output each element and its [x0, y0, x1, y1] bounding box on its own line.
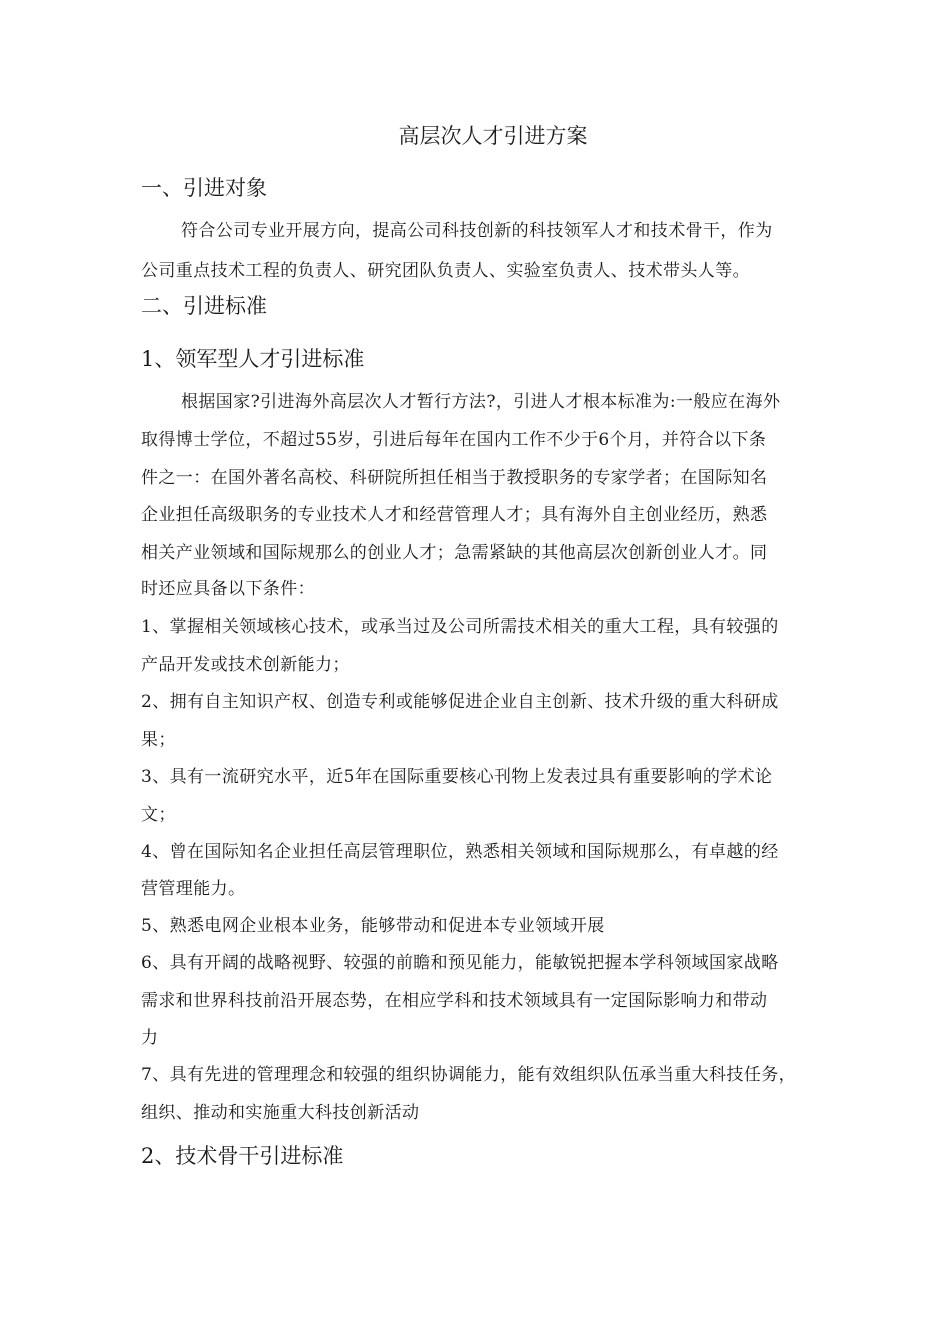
list-item-line: 文； — [141, 805, 176, 825]
paragraph-line: 件之一：在国外著名高校、科研院所担任相当于教授职务的专家学者；在国际知名 — [141, 468, 768, 488]
section-heading-standards: 二、引进标准 — [141, 294, 267, 318]
subsection-heading-leading-talent: 1、领军型人才引进标准 — [141, 347, 365, 371]
list-item-line: 6、具有开阔的战略视野、较强的前瞻和预见能力，能敏锐把握本学科领域国家战略 — [141, 953, 779, 973]
list-item-line: 需求和世界科技前沿开展态势，在相应学科和技术领域具有一定国际影响力和带动 — [141, 991, 768, 1011]
list-item-line: 5、熟悉电网企业根本业务，能够带动和促进本专业领域开展 — [141, 916, 605, 936]
paragraph-line: 相关产业领域和国际规那么的创业人才；急需紧缺的其他高层次创新创业人才。同 — [141, 543, 768, 563]
paragraph-line: 企业担任高级职务的专业技术人才和经营管理人才；具有海外自主创业经历，熟悉 — [141, 505, 768, 525]
paragraph-line: 时还应具备以下条件： — [141, 579, 315, 599]
list-item-line: 4、曾在国际知名企业担任高层管理职位，熟悉相关领域和国际规那么，有卓越的经 — [141, 842, 779, 862]
paragraph-line: 根据国家?引进海外高层次人才暂行方法?，引进人才根本标准为:一般应在海外 — [181, 392, 781, 412]
list-item-line: 7、具有先进的管理理念和较强的组织协调能力，能有效组织队伍承当重大科技任务， — [141, 1065, 797, 1085]
list-item-line: 果； — [141, 730, 176, 750]
list-item-line: 力 — [141, 1028, 159, 1048]
paragraph-line: 取得博士学位，不超过55岁，引进后每年在国内工作不少于6个月，并符合以下条 — [141, 430, 767, 450]
list-item-line: 组织、推动和实施重大科技创新活动 — [141, 1103, 420, 1123]
list-item-line: 营管理能力。 — [141, 879, 246, 899]
list-item-line: 3、具有一流研究水平，近5年在国际重要核心刊物上发表过具有重要影响的学术论 — [141, 767, 773, 787]
list-item-line: 2、拥有自主知识产权、创造专利或能够促进企业自主创新、技术升级的重大科研成 — [141, 692, 779, 712]
list-item-line: 1、掌握相关领域核心技术，或承当过及公司所需技术相关的重大工程，具有较强的 — [141, 617, 779, 637]
document-title: 高层次人才引进方案 — [398, 124, 588, 148]
section-heading-targets: 一、引进对象 — [141, 176, 267, 200]
subsection-heading-technical-backbone: 2、技术骨干引进标准 — [141, 1144, 344, 1168]
paragraph-line: 公司重点技术工程的负责人、研究团队负责人、实验室负责人、技术带头人等。 — [141, 261, 750, 281]
list-item-line: 产品开发或技术创新能力； — [141, 655, 350, 675]
paragraph-line: 符合公司专业开展方向，提高公司科技创新的科技领军人才和技术骨干，作为 — [181, 221, 773, 241]
